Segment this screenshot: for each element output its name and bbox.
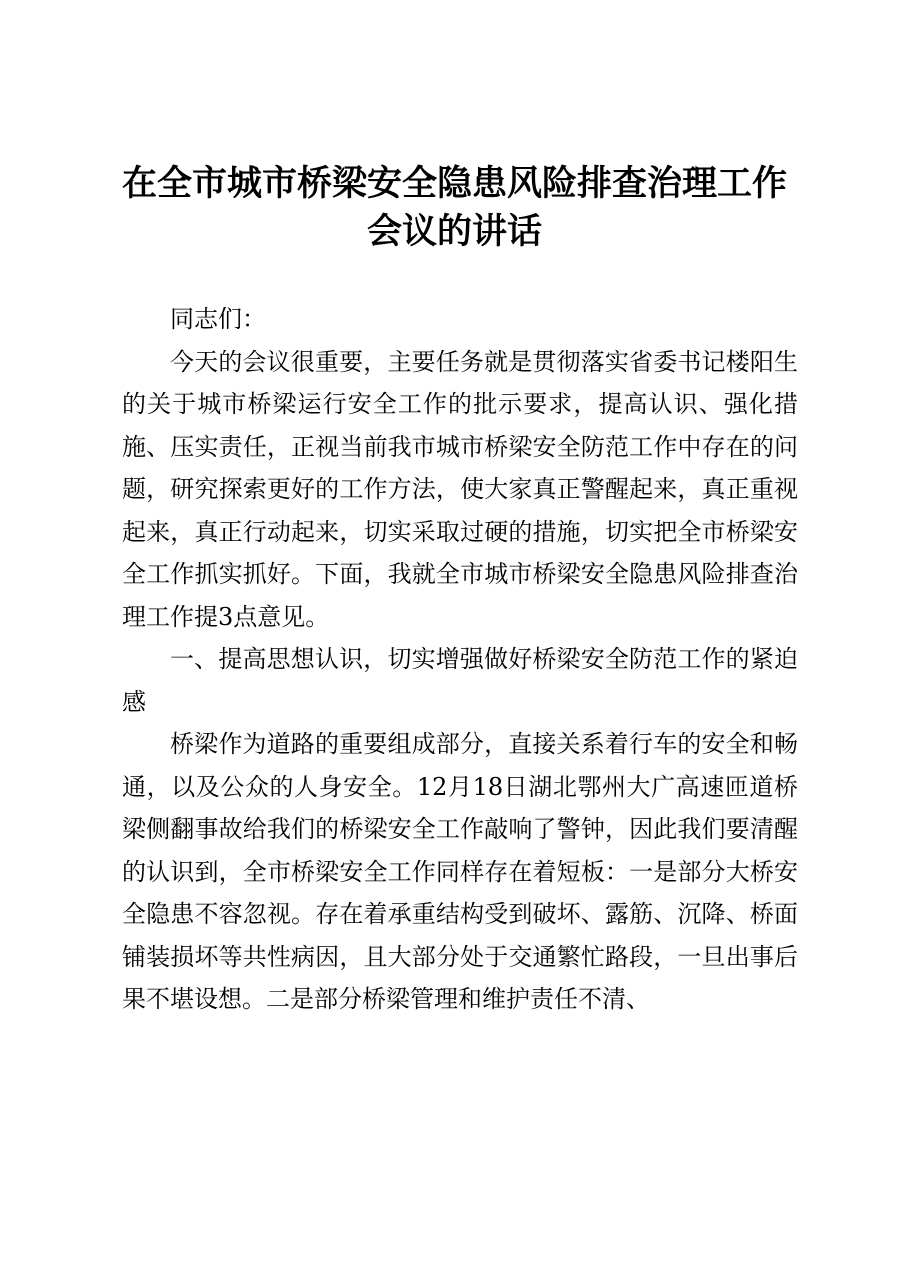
body-paragraph: 桥梁作为道路的重要组成部分，直接关系着行车的安全和畅通，以及公众的人身安全。12月18日湖北鄂州大广高速匝道桥梁侧翻事故给我们的桥梁安全工作敲响了警钟，因此我们要清醒的认识到，全市桥梁安全工作同样存在着短板：一是部分大桥安全隐患不容忽视。存在着承重结构受到破坏、露筋、沉降、桥面铺装损坏等共性病因，且大部分处于交通繁忙路段，一旦出事后果不堪设想。二是部分桥梁管理和维护责任不清、 (122, 730, 798, 1013)
salutation-paragraph: 同志们： (170, 305, 266, 333)
section-heading-1: 一、提高思想认识，切实增强做好桥梁安全防范工作的紧迫感 (122, 645, 798, 716)
document-body (122, 298, 798, 1021)
intro-paragraph: 今天的会议很重要，主要任务就是贯彻落实省委书记楼阳生的关于城市桥梁运行安全工作的批示要求，提高认识、强化措施、压实责任，正视当前我市城市桥梁安全防范工作中存在的问题，研究探索更好的工作方法，使大家真正警醒起来，真正重视起来，真正行动起来，切实采取过硬的措施，切实把全市桥梁安全工作抓实抓好。下面，我就全市城市桥梁安全隐患风险排查治理工作提3点意见。 (122, 347, 798, 631)
document-title: 在全市城市桥梁安全隐患风险排查治理工作会议的讲话 (121, 163, 787, 252)
